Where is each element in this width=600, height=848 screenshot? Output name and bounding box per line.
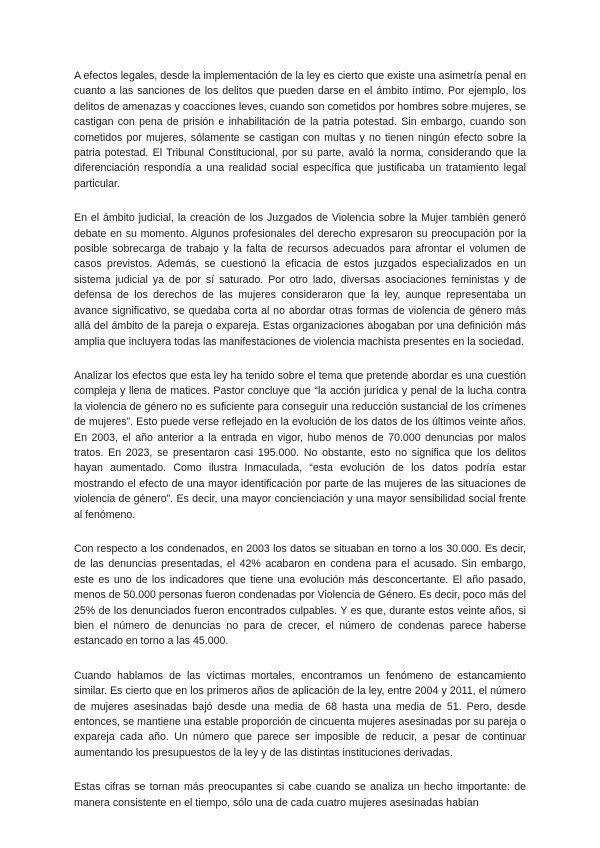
document-body — [74, 69, 526, 830]
paragraph-fatal-victims: Cuando hablamos de las víctimas mortales, encontramos un fenómeno de estancamiento similar. Es cierto que en los primeros años de aplicación de la ley, entre 2004 y 2011, el número de mujeres asesinadas bajó desde una media de 68 hasta una media de 51. Pero, desde entonces, se mantiene una estable proporción de cincuenta mujeres asesinadas por su pareja o expareja cada año. Un número que parece ser imposible de reducir, a pesar de continuar aumentando los presupuestos de la ley y de las distintas instituciones derivadas. — [74, 669, 526, 759]
paragraph-judicial-debate: En el ámbito judicial, la creación de los Juzgados de Violencia sobre la Mujer también generó debate en su momento. Algunos profesionales del derecho expresaron su preocupación por la posible sobrecarga de trabajo y la falta de recursos adecuados para afrontar el volumen de casos previstos. Además, se cuestionó la eficacia de estos juzgados especializados en un sistema judicial ya de por sí saturado. Por otro lado, diversas asociaciones feministas y de defensa de los derechos de las mujeres consideraron que la ley, aunque representaba un avance significativo, se quedaba corta al no abordar otras formas de violencia de género más allá del ámbito de la pareja o expareja. Estas organizaciones abogaban por una definición más amplia que incluyera todas las manifestaciones de violencia machista presentes en la sociedad. — [74, 212, 526, 348]
paragraph-complaints-evolution: Analizar los efectos que esta ley ha tenido sobre el tema que pretende abordar es una cuestión compleja y llena de matices. Pastor concluye que “la acción jurídica y penal de la lucha contra la violencia de género no es suficiente para conseguir una reducción sustancial de los crímenes de mujeres”. Esto puede verse reflejado en la evolución de los datos de los últimos veinte años. En 2003, el año anterior a la entrada en vigor, hubo menos de 70.000 denuncias por malos tratos. En 2023, se presentaron casi 195.000. No obstante, esto no significa que los delitos hayan aumentado. Como ilustra Inmaculada, “esta evolución de los datos podría estar mostrando el efecto de una mayor identificación por parte de las mujeres de las situaciones de violencia de género”. Es decir, una mayor concienciación y una mayor sensibilidad social frente al fenómeno. — [74, 369, 526, 521]
paragraph-convictions: Con respecto a los condenados, en 2003 los datos se situaban en torno a los 30.000. Es decir, de las denuncias presentadas, el 42% acabaron en condena para el acusado. Sin embargo, este es uno de los indicadores que tiene una evolución más desconcertante. El año pasado, menos de 50.000 personas fueron condenadas por Violencia de Género. Es decir, poco más del 25% de los denunciados fueron encontrados culpables. Y es que, durante estos veinte años, si bien el número de denuncias no para de crecer, el número de condenas parece haberse estancado en torno a las 45.000. — [74, 542, 526, 648]
paragraph-legal-asymmetry: A efectos legales, desde la implementación de la ley es cierto que existe una asimetría penal en cuanto a las sanciones de los delitos que pueden darse en el ámbito íntimo. Por ejemplo, los delitos de amenazas y coacciones leves, cuando son cometidos por hombres sobre mujeres, se castigan con pena de prisión e inhabilitación de la patria potestad. Sin embargo, cuando son cometidos por mujeres, sólamente se castigan con multas y no tienen ningún efecto sobre la patria potestad. El Tribunal Constitucional, por su parte, avaló la norma, considerando que la diferenciación respondía a una realidad social específica que justificaba un tratamiento legal particular. — [74, 70, 526, 190]
paragraph-worrying-figures: Estas cifras se tornan más preocupantes si cabe cuando se analiza un hecho importante: de manera consistente en el tiempo, sólo una de cada cuatro mujeres asesinadas habían — [74, 781, 526, 809]
